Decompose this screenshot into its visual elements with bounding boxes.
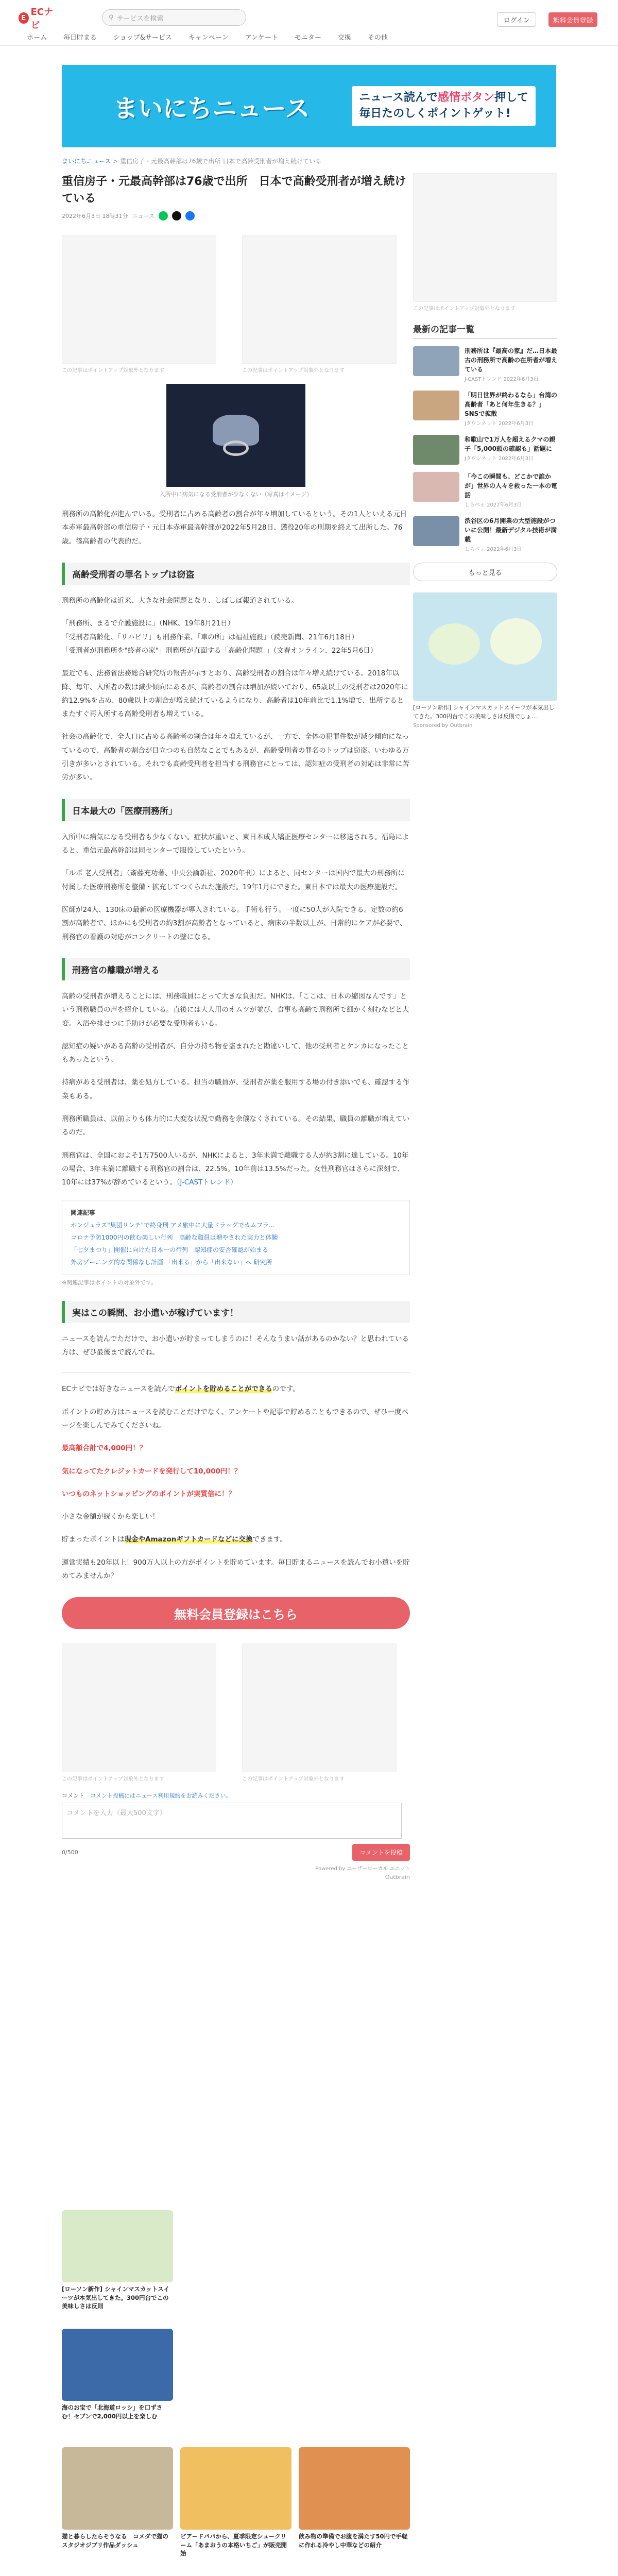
recommended-item-title: 飲み物の準備でお腹を満たす50円で手軽に作れる冷やし中華などの紹介	[299, 2533, 408, 2549]
recommended-item-image	[62, 2329, 173, 2401]
recommended-item-image	[62, 2447, 173, 2530]
outbrain-label[interactable]: Outbrain	[385, 1874, 410, 1881]
related-heading: 関連記事	[71, 1209, 96, 1216]
comment-submit-button[interactable]: コメントを投稿	[352, 1844, 410, 1861]
sidebar-ad[interactable]	[413, 173, 557, 302]
ad-slot[interactable]	[242, 1643, 397, 1772]
section-heading: 実はこの瞬間、お小遣いが稼げています！	[62, 1301, 410, 1323]
paragraph: ポイントの貯め方はニュースを読むことだけでなく、アンケートや記事で貯めることもできるので、ぜひ一度ページを楽しんでみてくださいね。	[62, 1408, 408, 1430]
article-date: 2022年6月3日 18時31分	[62, 213, 128, 219]
logo-text: ECナビ	[30, 7, 54, 31]
sidebar-article[interactable]	[413, 472, 557, 509]
source-link[interactable]: （J-CASTトレンド）	[176, 1178, 237, 1187]
paragraph	[62, 1533, 410, 1546]
main-nav	[19, 32, 396, 44]
sidebar-article-meta: Jタウンネット 2022年6月3日	[465, 421, 534, 427]
article-meta	[62, 211, 410, 221]
thumbnail	[413, 472, 459, 502]
site-header	[0, 0, 618, 46]
thumbnail	[413, 516, 459, 546]
paragraph-text: 貯まったポイントは	[62, 1535, 125, 1544]
paragraph: 高齢の受刑者が増えることには、刑務職員にとって大きな負担だ。NHKは、「ここは、日本の縮図なんです」という刑務職員の声を紹介している。直後には大人用のオムツが並び、食事も高齢で刑務所で細かく刻むなどと大変。入浴や排せつに手助けが必要な受刑者もいる。	[62, 992, 409, 1028]
banner-line1-post: 押して	[494, 91, 528, 105]
paragraph	[62, 1382, 410, 1396]
comment-label-row	[62, 1791, 410, 1800]
banner-tagline	[352, 86, 536, 126]
comment-counter: 0/500	[62, 1849, 78, 1856]
banner-line2: 毎日たのしくポイントゲット!	[359, 107, 511, 120]
red-callout: 気になってたクレジットカードを発行して10,000円！？	[62, 1467, 242, 1476]
paragraph-text: 刑務官は、全国におよそ1万7500人いるが、NHKによると、3年未満で離職する人が約3割に達している。10年の場合、3年未満に離職する刑務官の割合は、22.5%。10年前は13.5%だった。女性刑務官はさらに深刻で、10年には37%が辞めているという。	[62, 1151, 409, 1187]
sidebar-promo-image[interactable]	[413, 592, 557, 701]
sidebar-article[interactable]	[413, 346, 557, 383]
breadcrumb-sep: >	[111, 158, 121, 165]
recommended-item[interactable]	[299, 2447, 410, 2549]
nav-item-home[interactable]: ホーム	[27, 34, 47, 42]
breadcrumb-current: 重信房子・元最高幹部は76歳で出所 日本で高齢受刑者が増え続けている	[120, 158, 322, 165]
thumbnail	[413, 435, 459, 465]
paragraph: 持病がある受刑者は、薬を処方している。担当の職員が、受刑者が薬を服用する場の付き添いでも、確認する作業もある。	[62, 1078, 409, 1100]
sidebar-article-meta: しらべぇ 2022年6月3日	[465, 502, 522, 508]
paragraph-text: ECナビでは好きなニュースを読んで	[62, 1385, 175, 1394]
ad-row	[62, 1643, 410, 1782]
more-button[interactable]: もっと見る	[413, 563, 557, 581]
sidebar-article-title: 刑務所は『最高の家』だ…日本最古の刑務所で高齢の在所者が増えている	[465, 347, 558, 373]
paragraph: 運営実績も20年以上！900万人以上の方がポイントを貯めています。毎日貯まるニュースを読んでお小遣いを貯めてみませんか？	[62, 1558, 410, 1581]
register-button[interactable]: 無料会員登録	[548, 12, 597, 27]
paragraph	[62, 1149, 410, 1190]
paragraph: 刑務所職員は、以前よりも体力的に大変な状況で勤務を余儀なくされている。その結果、職員の離職が増えているのだ。	[62, 1115, 409, 1137]
related-link[interactable]: コロナ予防1000円の飲む楽しい行列 高齢な職員は増やされた実力と体験	[71, 1233, 278, 1241]
line-share-icon[interactable]	[159, 211, 168, 221]
ad-slot[interactable]	[62, 235, 216, 364]
highlight-text: 現金やAmazonギフトカードなどに交換	[124, 1535, 253, 1544]
recommended-item-title: 猫と暮らしたらそうなる コメダで猫のスタジオジブリ作品ダッシュ	[62, 2533, 168, 2549]
sidebar-article-meta: Jタウンネット 2022年6月3日	[465, 456, 534, 462]
paragraph: ニュースを読んでただけで、お小遣いが貯まってしまうのに！そんなうまい話があるのかない？と思われている方は、ぜひ最後まで読んでね。	[62, 1334, 409, 1357]
paragraph: 入所中に病気になる受刑者も少なくない。症状が重いと、東日本成人矯正医療センターに移送される。福島によると、重信元最高幹部は同センターで服役していたという。	[62, 833, 409, 855]
sidebar	[413, 173, 557, 728]
sponsored-label: Sponsored by Outbrain	[413, 723, 473, 728]
article-source: ニュース	[132, 213, 154, 219]
ad-caption: この記事はポイントアップ対象外となります	[242, 368, 345, 374]
login-button[interactable]: ログイン	[497, 12, 536, 27]
thumbnail	[413, 391, 459, 420]
news-banner[interactable]	[62, 65, 556, 147]
sidebar-article-title: 渋谷区の6月開業の大型施設がついに公開！最新デジタル技術が満載	[465, 517, 557, 543]
search-input[interactable]	[102, 9, 246, 26]
nav-item-shop[interactable]: ショップ&サービス	[113, 34, 172, 42]
article-photo	[166, 384, 305, 487]
comment-label: コメント	[62, 1792, 84, 1800]
recommended-item[interactable]	[62, 2210, 173, 2311]
sidebar-article-title: 「明日世界が終わるなら」台湾の高齢者「あと何年生きる？」SNSで拡散	[465, 392, 558, 417]
article	[62, 173, 410, 1880]
recommended-item-title: [ローソン新作] シャインマスカットスイーツが本気出してきた。300円台でこの美味しさは反則	[62, 2285, 169, 2310]
header-divider	[0, 45, 618, 46]
recommended-item-image	[62, 2210, 173, 2282]
paragraph: 「刑務所、まるで介護施設に」（NHK、19年8月21日） 「受刑者高齢化、「リハビリ」も刑務作業、「車の所」は福祉施設」（読売新聞、21年6月18日） 「受刑者が刑務所を"終者の家"」刑務所が直面する「高齢化問題」」（文春オンライン、22年5月6日）	[62, 619, 377, 655]
nav-item-survey[interactable]: アンケート	[245, 34, 278, 42]
paragraph: 最近でも、法務省法務総合研究所の報告が示すとおり、高齢受刑者の割合は年々増え続けている。2018年以降、毎年、入所者の数は減少傾向にあるが、高齢者の割合は増加が続いており、65歳以上の受刑者は2020年に約12.9%を占め、80歳以上の割合が増え続けているようになり、高齢者は10年前比で1.1%増で、出所するとまたすぐ再入所する高齢受刑者も増えている。	[62, 669, 408, 719]
nav-item-more[interactable]: その他	[367, 34, 388, 42]
comment-actions	[62, 1844, 410, 1861]
powered-by: Powered by ユーザーローカル ユニット	[315, 1866, 410, 1872]
ad-caption: この記事はポイントアップ対象外となります	[413, 306, 516, 312]
paragraph: 社会の高齢化で、全人口に占める高齢者の割合は年々増えているが、一方で、全体の犯罪件数が減少傾向になっているので、高齢者の割合が目立つのも自然なことでもあるが、高齢受刑者の罪名のトップは窃盗。いわゆる万引きが多いとされている。それでも高齢受刑者を担当する刑務官にとっては、認知症の受刑者の対応は非常に苦労が多い。	[62, 733, 409, 782]
logo[interactable]	[19, 7, 59, 31]
red-callout: いつものネットショッピングのポイントが実質倍に！？	[62, 1489, 235, 1498]
ad-row	[62, 235, 410, 374]
recommended-item[interactable]	[180, 2447, 291, 2558]
related-link[interactable]: 外房ゾーニング的な関係なし計画 「出来る」から「出来ない」へ 研究所	[71, 1258, 272, 1266]
ad-caption: この記事はポイントアップ対象外となります	[62, 368, 164, 374]
facebook-share-icon[interactable]	[185, 211, 195, 221]
highlight-text: ポイントを貯めることができる	[175, 1385, 272, 1394]
article-title: 重信房子・元最高幹部は76歳で出所 日本で高齢受刑者が増え続けている	[62, 175, 406, 205]
breadcrumb	[62, 157, 422, 165]
sidebar-article[interactable]	[413, 516, 557, 553]
sidebar-article-meta: J-CASTトレンド 2022年6月3日	[465, 377, 539, 382]
paragraph-text: のです。	[272, 1385, 300, 1394]
related-articles	[62, 1200, 410, 1275]
photo-caption: 入所中に病気になる受刑者が少なくない（写真はイメージ）	[159, 491, 313, 498]
section-heading: 高齢受刑者の罪名トップは窃盗	[62, 563, 410, 585]
x-share-icon[interactable]	[172, 211, 181, 221]
thumbnail	[413, 346, 459, 376]
red-callout: 最高額合計で4,000円！？	[62, 1444, 147, 1453]
nav-item-daily[interactable]: 毎日貯まる	[63, 34, 97, 42]
nav-item-exchange[interactable]: 交換	[337, 34, 351, 42]
related-note: ※関連記事はポイントの対象外です。	[62, 1279, 157, 1286]
ad-caption: この記事はポイントアップ対象外となります	[242, 1776, 345, 1783]
sidebar-article[interactable]	[413, 391, 557, 428]
ad-caption: この記事はポイントアップ対象外となります	[62, 1776, 164, 1783]
banner-title: まいにちニュース	[113, 94, 310, 123]
sidebar-article-meta: しらべぇ 2022年6月3日	[465, 547, 522, 552]
comment-input[interactable]: コメントを入力（最大500文字）	[62, 1803, 402, 1839]
banner-line1-pre: ニュース読んで	[359, 91, 438, 105]
recommended-item-image	[299, 2447, 410, 2530]
divider	[62, 1372, 410, 1373]
paragraph: 「ルポ 老人受刑者」（斎藤充功著、中央公論新社、2020年刊）によると、同センターは国内で最大の刑務所に付属した医療刑務所を整備・拡充してつくられた施設だ。19年1月にできた。東日本では最大の医療施設だ。	[62, 869, 405, 891]
ad-slot[interactable]	[62, 1643, 216, 1772]
sidebar-article-title: 「今この瞬間も、どこかで誰かが」世界の人々を救った一本の電話	[465, 473, 558, 499]
nav-item-campaign[interactable]: キャンペーン	[188, 34, 229, 42]
ad-slot[interactable]	[242, 235, 397, 364]
section-heading: 刑務官の離職が増える	[62, 958, 410, 980]
recommended-item-image	[180, 2447, 291, 2530]
recommended-item-title: 海のお宝で「北海道ロッシ」を口ずさむ！セブンで2,000円以上を楽しむ	[62, 2404, 163, 2420]
recommended-item[interactable]	[62, 2447, 173, 2549]
paragraph-text: できます。	[252, 1535, 287, 1544]
nav-item-monitor[interactable]: モニター	[294, 34, 321, 42]
section-heading: 日本最大の「医療刑務所」	[62, 799, 410, 821]
comment-terms-link[interactable]: コメント投稿にはニュース利用規約をお読みください。	[90, 1792, 232, 1800]
sidebar-promo-text[interactable]: [ローソン新作] シャインマスカットスイーツが本気出してきた。300円台でこの美味しさは反則でしょ...	[413, 704, 555, 720]
paragraph: 刑務所の高齢化は近来、大きな社会問題となり、しばしば報道されている。	[62, 596, 298, 605]
recommended-item[interactable]	[62, 2329, 173, 2420]
recommended-item-title: ビアードパパから、夏季限定シュークリーム「あまおうの本格いちご」が販売開始	[180, 2533, 287, 2557]
related-link[interactable]: 「七夕まつり」開催に向けた日本一の行列 認知症の安否確認が始まる	[71, 1246, 269, 1253]
related-link[interactable]: ホンジュラス"集団リンチ"で終身刑 アメ旅中に大量ドラッグでカムフラ...	[71, 1221, 275, 1229]
sidebar-article-title: 和歌山で1万人を超えるクマの親子「5,000頭の確認も」話題に	[465, 436, 556, 452]
breadcrumb-home[interactable]: まいにちニュース	[62, 158, 111, 165]
sidebar-heading: 最新の記事一覧	[413, 322, 557, 339]
search-placeholder: サービスを検索	[116, 14, 164, 23]
logo-icon: E	[19, 12, 29, 24]
paragraph: 小さな金額が続くから楽しい！	[62, 1513, 159, 1521]
paragraph: 医師が24人、130床の最新の医療機器が導入されている。手術も行う。一度に50人が入院できる。定数の約6割が高齢者で、ほかにも受刑者の約3割が高齢者となっていると、病床の半数以上が、日常的にケアが必要で、刑務官の看護の対応がコンクリートの壁になる。	[62, 905, 407, 941]
sidebar-article[interactable]	[413, 435, 557, 465]
register-cta-button[interactable]: 無料会員登録はこちら	[62, 1597, 410, 1629]
banner-line1-hl: 感情ボタン	[437, 91, 494, 105]
paragraph: 認知症の疑いがある高齢の受刑者が、自分の持ち物を盗まれたと勘違いして、他の受刑者とケンカになったこともあったという。	[62, 1042, 409, 1064]
article-intro: 刑務所の高齢化が進んでいる。受刑者に占める高齢者の割合が年々増加しているという。その1人といえる元日本赤軍最高幹部の重信房子・元日本赤軍最高幹部が2022年5月28日、懲役20年の刑期を終えて出所した。76歳。篠高齢者の代表的だ。	[62, 510, 407, 546]
search-icon: ⚲	[109, 13, 114, 22]
